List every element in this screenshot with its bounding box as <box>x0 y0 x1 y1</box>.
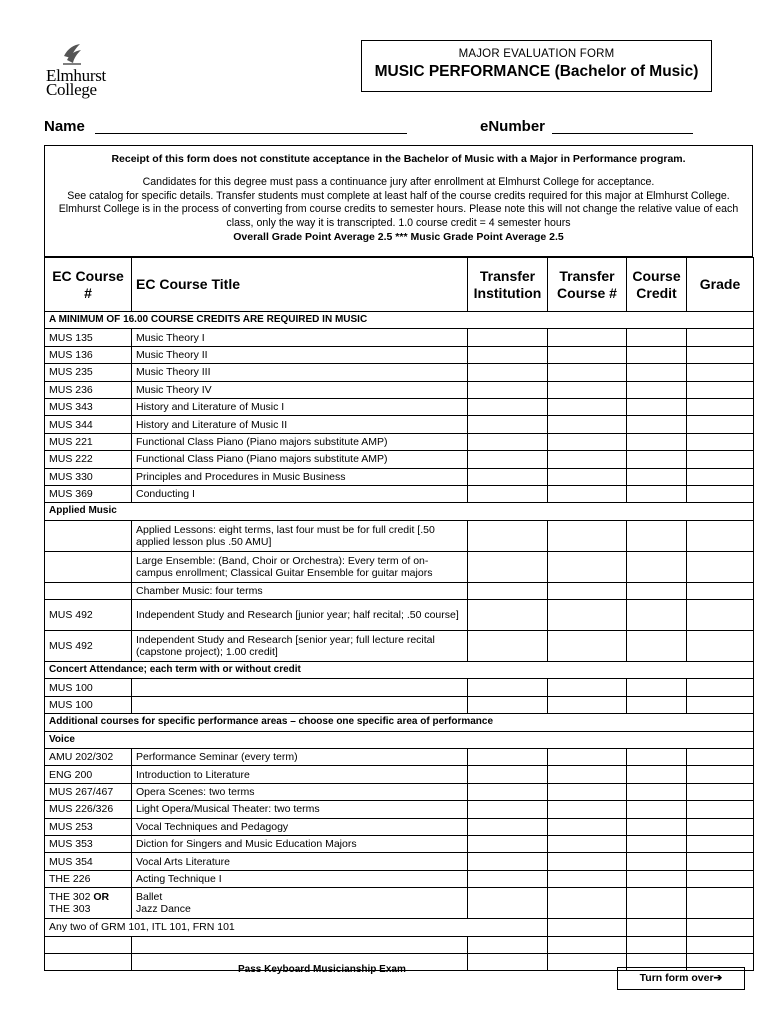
course-title <box>132 679 468 696</box>
course-credit-cell[interactable] <box>627 818 687 835</box>
transfer-institution-cell[interactable] <box>468 766 548 783</box>
table-row <box>45 936 754 953</box>
logo-line1: Elmhurst <box>46 66 106 85</box>
grade-cell[interactable] <box>687 433 754 450</box>
transfer-course-cell[interactable] <box>548 853 627 870</box>
course-credit-cell[interactable] <box>627 600 687 631</box>
course-credit-cell[interactable] <box>627 696 687 713</box>
name-field[interactable] <box>95 133 407 134</box>
grade-cell[interactable] <box>687 870 754 887</box>
course-num: MUS 100 <box>45 696 132 713</box>
min-credit-note: A MINIMUM OF 16.00 COURSE CREDITS ARE REQUIRED IN MUSIC <box>45 312 754 329</box>
grade-cell[interactable] <box>687 364 754 381</box>
course-credit-cell[interactable] <box>627 398 687 415</box>
transfer-course-cell[interactable] <box>548 766 627 783</box>
table-header <box>45 258 754 312</box>
course-num: MUS 343 <box>45 398 132 415</box>
arrow-right-icon: ➔ <box>713 972 723 984</box>
course-title: Ballet Jazz Dance <box>132 888 468 919</box>
grade-cell[interactable] <box>687 631 754 662</box>
course-num: MUS 330 <box>45 468 132 485</box>
course-title <box>132 696 468 713</box>
grade-cell[interactable] <box>687 749 754 766</box>
transfer-course-cell[interactable] <box>548 783 627 800</box>
grade-cell[interactable] <box>687 783 754 800</box>
transfer-course-cell[interactable] <box>548 451 627 468</box>
transfer-institution-cell[interactable] <box>468 398 548 415</box>
logo-line2: College <box>46 80 97 99</box>
course-num: MUS 135 <box>45 329 132 346</box>
grade-cell[interactable] <box>687 853 754 870</box>
transfer-course-cell[interactable] <box>548 749 627 766</box>
table-row <box>45 468 754 485</box>
table-row <box>45 398 754 415</box>
course-num: MUS 267/467 <box>45 783 132 800</box>
course-title: Performance Seminar (every term) <box>132 749 468 766</box>
transfer-course-cell[interactable] <box>548 329 627 346</box>
grade-cell[interactable] <box>687 835 754 852</box>
course-num: MUS 253 <box>45 818 132 835</box>
course-credit-cell[interactable] <box>627 766 687 783</box>
table-row <box>45 766 754 783</box>
course-credit-cell[interactable] <box>627 433 687 450</box>
course-title: Chamber Music: four terms <box>132 582 468 599</box>
course-credit-cell[interactable] <box>627 346 687 363</box>
course-title: Applied Lessons: eight terms, last four must be for full credit [.50 applied lesson plus .50 AMU] <box>132 520 468 551</box>
grade-cell[interactable] <box>687 416 754 433</box>
transfer-institution-cell[interactable] <box>468 346 548 363</box>
transfer-institution-cell[interactable] <box>468 818 548 835</box>
course-title: Acting Technique I <box>132 870 468 887</box>
program-title: MUSIC PERFORMANCE (Bachelor of Music) <box>374 63 699 80</box>
table-row <box>45 520 754 551</box>
course-num: THE 226 <box>45 870 132 887</box>
enumber-field[interactable] <box>552 133 693 134</box>
concert-label: Concert Attendance; each term with or without credit <box>45 662 754 679</box>
col-ec-course-title: EC Course Title <box>132 258 468 312</box>
transfer-institution-cell[interactable] <box>468 551 548 582</box>
course-title: Independent Study and Research [senior year; full lecture recital (capstone project); 1.00 credit] <box>132 631 468 662</box>
transfer-course-cell[interactable] <box>548 485 627 502</box>
transfer-course-cell[interactable] <box>548 416 627 433</box>
transfer-course-cell[interactable] <box>548 888 627 919</box>
table-row <box>45 679 754 696</box>
course-title: Conducting I <box>132 485 468 502</box>
course-num <box>45 520 132 551</box>
course-title: Light Opera/Musical Theater: two terms <box>132 801 468 818</box>
applied-music-label: Applied Music <box>45 503 754 520</box>
transfer-institution-cell[interactable] <box>468 329 548 346</box>
grade-cell[interactable] <box>687 346 754 363</box>
keyboard-exam-note: Pass Keyboard Musicianship Exam <box>238 964 406 975</box>
course-title: Functional Class Piano (Piano majors substitute AMP) <box>132 451 468 468</box>
grade-cell[interactable] <box>687 679 754 696</box>
transfer-course-cell[interactable] <box>548 551 627 582</box>
notice-jury: Candidates for this degree must pass a continuance jury after enrollment at Elmhurst College for acceptance. <box>142 176 655 188</box>
transfer-course-cell[interactable] <box>548 381 627 398</box>
transfer-institution-cell[interactable] <box>468 600 548 631</box>
transfer-institution-cell[interactable] <box>468 381 548 398</box>
grade-cell[interactable] <box>687 398 754 415</box>
course-credit-cell[interactable] <box>627 853 687 870</box>
course-num: MUS 492 <box>45 600 132 631</box>
grade-cell[interactable] <box>687 766 754 783</box>
course-num: MUS 492 <box>45 631 132 662</box>
course-num: MUS 221 <box>45 433 132 450</box>
course-title: Music Theory IV <box>132 381 468 398</box>
col-transfer-course: Transfer Course # <box>548 258 627 312</box>
notice-box <box>44 145 753 257</box>
transfer-course-cell[interactable] <box>548 870 627 887</box>
course-table <box>44 257 754 971</box>
course-credit-cell[interactable] <box>627 468 687 485</box>
course-num: MUS 236 <box>45 381 132 398</box>
col-ec-course-num: EC Course # <box>45 258 132 312</box>
grade-cell[interactable] <box>687 329 754 346</box>
course-num: MUS 136 <box>45 346 132 363</box>
transfer-institution-cell[interactable] <box>468 696 548 713</box>
grade-cell[interactable] <box>687 381 754 398</box>
table-row <box>45 801 754 818</box>
table-row <box>45 696 754 713</box>
grade-cell[interactable] <box>687 888 754 919</box>
course-title: Vocal Arts Literature <box>132 853 468 870</box>
table-row <box>45 870 754 887</box>
grade-cell[interactable] <box>687 818 754 835</box>
transfer-course-cell[interactable] <box>548 433 627 450</box>
turn-label: Turn form over <box>639 972 714 984</box>
transfer-institution-cell[interactable] <box>468 520 548 551</box>
table-row <box>45 835 754 852</box>
table-row <box>45 749 754 766</box>
transfer-institution-cell[interactable] <box>468 582 548 599</box>
course-credit-cell[interactable] <box>627 749 687 766</box>
table-row <box>45 582 754 599</box>
table-row <box>45 381 754 398</box>
transfer-institution-cell[interactable] <box>468 485 548 502</box>
form-type: MAJOR EVALUATION FORM <box>458 48 615 60</box>
course-credit-cell[interactable] <box>627 783 687 800</box>
table-row <box>45 551 754 582</box>
transfer-institution-cell[interactable] <box>468 679 548 696</box>
course-title: Music Theory I <box>132 329 468 346</box>
course-title: History and Literature of Music II <box>132 416 468 433</box>
table-row <box>45 329 754 346</box>
course-num: MUS 235 <box>45 364 132 381</box>
grade-cell[interactable] <box>687 451 754 468</box>
course-title: Vocal Techniques and Pedagogy <box>132 818 468 835</box>
transfer-course-cell[interactable] <box>548 520 627 551</box>
notice-gpa: Overall Grade Point Average 2.5 *** Music Grade Point Average 2.5 <box>233 230 564 243</box>
transfer-course-cell[interactable] <box>548 835 627 852</box>
course-credit-cell[interactable] <box>627 451 687 468</box>
course-credit-cell[interactable] <box>627 485 687 502</box>
transfer-institution-cell[interactable] <box>468 433 548 450</box>
table-row <box>45 433 754 450</box>
course-credit-cell[interactable] <box>627 329 687 346</box>
course-title: Functional Class Piano (Piano majors substitute AMP) <box>132 433 468 450</box>
course-title: Music Theory II <box>132 346 468 363</box>
course-num: MUS 369 <box>45 485 132 502</box>
table-row <box>45 416 754 433</box>
transfer-course-cell[interactable] <box>548 398 627 415</box>
course-credit-cell[interactable] <box>627 416 687 433</box>
course-credit-cell[interactable] <box>627 582 687 599</box>
grade-cell[interactable] <box>687 551 754 582</box>
table-row <box>45 485 754 502</box>
course-credit-cell[interactable] <box>627 631 687 662</box>
course-num: ENG 200 <box>45 766 132 783</box>
additional-label: Additional courses for specific performance areas – choose one specific area of performance <box>45 714 754 731</box>
transfer-institution-cell[interactable] <box>468 801 548 818</box>
course-title: Introduction to Literature <box>132 766 468 783</box>
table-row <box>45 783 754 800</box>
grade-cell[interactable] <box>687 582 754 599</box>
transfer-course-cell[interactable] <box>548 468 627 485</box>
course-num: MUS 354 <box>45 853 132 870</box>
table-row <box>45 853 754 870</box>
transfer-institution-cell[interactable] <box>468 451 548 468</box>
grade-cell[interactable] <box>687 485 754 502</box>
transfer-course-cell[interactable] <box>548 346 627 363</box>
grade-cell[interactable] <box>687 520 754 551</box>
notice-receipt: Receipt of this form does not constitute acceptance in the Bachelor of Music with a Major in Performance program. <box>111 153 686 165</box>
transfer-institution-cell[interactable] <box>468 835 548 852</box>
course-title: Principles and Procedures in Music Business <box>132 468 468 485</box>
table-row <box>45 346 754 363</box>
turn-form-over-button[interactable] <box>617 967 745 990</box>
transfer-institution-cell[interactable] <box>468 749 548 766</box>
course-credit-cell[interactable] <box>627 679 687 696</box>
course-num: MUS 226/326 <box>45 801 132 818</box>
grade-cell[interactable] <box>687 801 754 818</box>
course-title: Independent Study and Research [junior year; half recital; .50 course] <box>132 600 468 631</box>
transfer-course-cell[interactable] <box>548 818 627 835</box>
college-crest-icon <box>60 42 84 68</box>
col-grade: Grade <box>687 258 754 312</box>
transfer-course-cell[interactable] <box>548 696 627 713</box>
course-num: MUS 353 <box>45 835 132 852</box>
course-num: MUS 344 <box>45 416 132 433</box>
course-title: Diction for Singers and Music Education Majors <box>132 835 468 852</box>
transfer-institution-cell[interactable] <box>468 783 548 800</box>
course-num: MUS 222 <box>45 451 132 468</box>
any-two-note: Any two of GRM 101, ITL 101, FRN 101 <box>45 919 468 936</box>
grade-cell[interactable] <box>687 468 754 485</box>
table-row <box>45 451 754 468</box>
transfer-institution-cell[interactable] <box>468 468 548 485</box>
transfer-course-cell[interactable] <box>548 801 627 818</box>
course-num: THE 302 OR THE 303 <box>45 888 132 919</box>
course-credit-cell[interactable] <box>627 381 687 398</box>
course-num <box>45 582 132 599</box>
grade-cell[interactable] <box>687 600 754 631</box>
col-transfer-institution: Transfer Institution <box>468 258 548 312</box>
transfer-institution-cell[interactable] <box>468 888 548 919</box>
course-num <box>45 551 132 582</box>
transfer-course-cell[interactable] <box>548 631 627 662</box>
course-credit-cell[interactable] <box>627 801 687 818</box>
course-title: History and Literature of Music I <box>132 398 468 415</box>
course-credit-cell[interactable] <box>627 520 687 551</box>
table-row <box>45 600 754 631</box>
course-num: MUS 100 <box>45 679 132 696</box>
enumber-label: eNumber <box>480 118 546 135</box>
course-credit-cell[interactable] <box>627 870 687 887</box>
transfer-institution-cell[interactable] <box>468 631 548 662</box>
transfer-course-cell[interactable] <box>548 364 627 381</box>
grade-cell[interactable] <box>687 696 754 713</box>
transfer-institution-cell[interactable] <box>468 364 548 381</box>
course-num: AMU 202/302 <box>45 749 132 766</box>
transfer-institution-cell[interactable] <box>468 870 548 887</box>
table-row <box>45 631 754 662</box>
course-credit-cell[interactable] <box>627 364 687 381</box>
table-row <box>45 818 754 835</box>
course-title: Music Theory III <box>132 364 468 381</box>
college-logo <box>44 42 124 102</box>
notice-details <box>45 176 752 231</box>
transfer-institution-cell[interactable] <box>468 416 548 433</box>
course-credit-cell[interactable] <box>627 835 687 852</box>
transfer-institution-cell[interactable] <box>468 853 548 870</box>
col-course-credit: Course Credit <box>627 258 687 312</box>
transfer-course-cell[interactable] <box>548 679 627 696</box>
course-credit-cell[interactable] <box>627 551 687 582</box>
notice-catalog: See catalog for specific details. Transfer students must complete at least half of the course credits required for this major at Elmhurst College. Elmhurst College is in the process of converting from course credits to semester hours. Please note this will not change the relative value of each class, only the way it is transcripted. 1.0 course credit = 4 semester hours <box>58 189 739 230</box>
transfer-course-cell[interactable] <box>548 600 627 631</box>
voice-label: Voice <box>45 731 754 748</box>
name-label: Name <box>44 118 85 135</box>
table-row <box>45 888 754 919</box>
transfer-course-cell[interactable] <box>548 582 627 599</box>
table-row <box>45 364 754 381</box>
course-title: Large Ensemble: (Band, Choir or Orchestra): Every term of on-campus enrollment; Classical Guitar Ensemble for guitar majors <box>132 551 468 582</box>
course-credit-cell[interactable] <box>627 888 687 919</box>
course-title: Opera Scenes: two terms <box>132 783 468 800</box>
form-title-box <box>361 40 712 92</box>
